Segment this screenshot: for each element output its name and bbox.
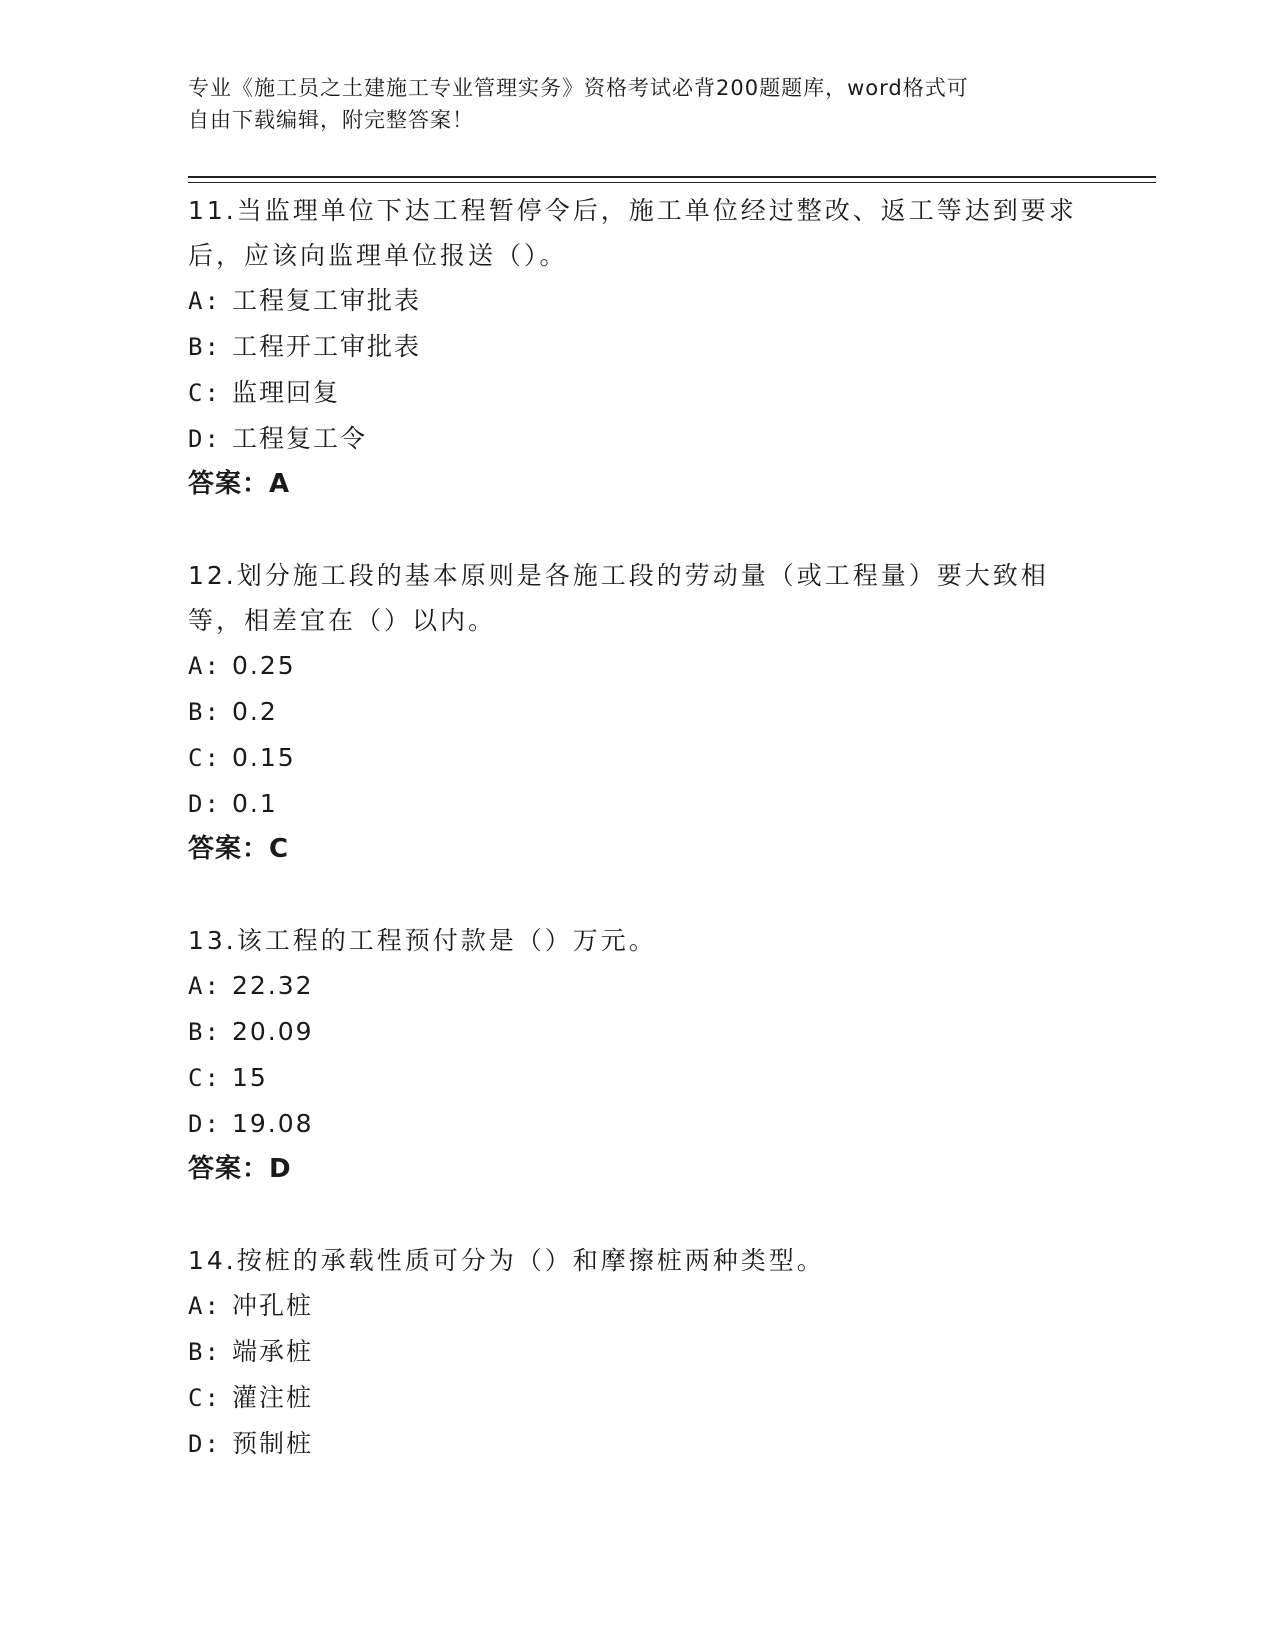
answer-option [188,278,1088,324]
answer-option [188,1055,1088,1101]
answer-line [188,1147,1088,1192]
question-item [188,188,1088,507]
option-key: C: [188,744,221,772]
answer-label: 答案： [188,1154,270,1184]
answer-option [188,324,1088,370]
question-number: 11. [188,196,237,225]
option-text: 20.09 [232,1017,314,1046]
answer-option [188,1009,1088,1055]
option-key: A: [188,972,221,1000]
question-number: 12. [188,561,237,590]
option-key: B: [188,1338,221,1366]
answer-option [188,781,1088,827]
option-key: C: [188,379,221,407]
answer-option [188,1283,1088,1329]
option-text: 0.2 [232,697,278,726]
option-text: 0.1 [232,789,278,818]
answer-option [188,1375,1088,1421]
header-divider-thick [188,176,1156,178]
header-line-2: 自由下载编辑，附完整答案！ [188,108,474,132]
answer-value: A [269,469,291,499]
option-text: 工程复工审批表 [232,286,422,315]
answer-value: D [269,1154,292,1184]
option-text: 工程开工审批表 [232,332,422,361]
answer-line [188,827,1088,872]
answer-option [188,370,1088,416]
answer-option [188,643,1088,689]
option-text: 22.32 [232,971,314,1000]
answer-option [188,1421,1088,1467]
option-key: C: [188,1384,221,1412]
question-text: 划分施工段的基本原则是各施工段的劳动量（或工程量）要大致相等，相差宜在（）以内。 [188,561,1049,635]
question-text: 按桩的承载性质可分为（）和摩擦桩两种类型。 [236,1246,825,1275]
question-number: 14. [188,1246,237,1275]
option-key: B: [188,333,221,361]
option-key: B: [188,1018,221,1046]
option-text: 0.25 [232,651,296,680]
answer-line [188,462,1088,507]
header-line-1: 专业《施工员之土建施工专业管理实务》资格考试必背200题题库，word格式可 [188,76,969,100]
option-key: B: [188,698,221,726]
answer-label: 答案： [188,834,270,864]
question-item [188,553,1088,872]
question-item [188,1238,1088,1467]
option-text: 工程复工令 [232,424,368,453]
option-key: D: [188,425,221,453]
option-text: 端承桩 [232,1337,314,1366]
option-text: 19.08 [232,1109,314,1138]
question-list [188,188,1088,1513]
option-text: 灌注桩 [232,1383,314,1412]
answer-option [188,735,1088,781]
option-key: A: [188,287,221,315]
question-stem [188,553,1088,643]
header-divider-thin [188,182,1156,183]
option-key: A: [188,1292,221,1320]
option-key: D: [188,790,221,818]
option-text: 预制桩 [232,1429,314,1458]
answer-value: C [269,834,290,864]
answer-option [188,416,1088,462]
question-stem [188,188,1088,278]
option-key: A: [188,652,221,680]
answer-option [188,689,1088,735]
answer-option [188,1101,1088,1147]
question-text: 当监理单位下达工程暂停令后，施工单位经过整改、返工等达到要求后，应该向监理单位报送（）。 [188,196,1077,270]
option-text: 15 [232,1063,268,1092]
option-key: C: [188,1064,221,1092]
option-key: D: [188,1110,221,1138]
option-text: 冲孔桩 [232,1291,314,1320]
question-number: 13. [188,926,237,955]
option-text: 0.15 [232,743,296,772]
question-stem [188,1238,1088,1283]
question-text: 该工程的工程预付款是（）万元。 [236,926,657,955]
option-key: D: [188,1430,221,1458]
answer-option [188,963,1088,1009]
document-header [188,72,1068,136]
option-text: 监理回复 [232,378,341,407]
question-item [188,918,1088,1192]
answer-option [188,1329,1088,1375]
question-stem [188,918,1088,963]
answer-label: 答案： [188,469,270,499]
